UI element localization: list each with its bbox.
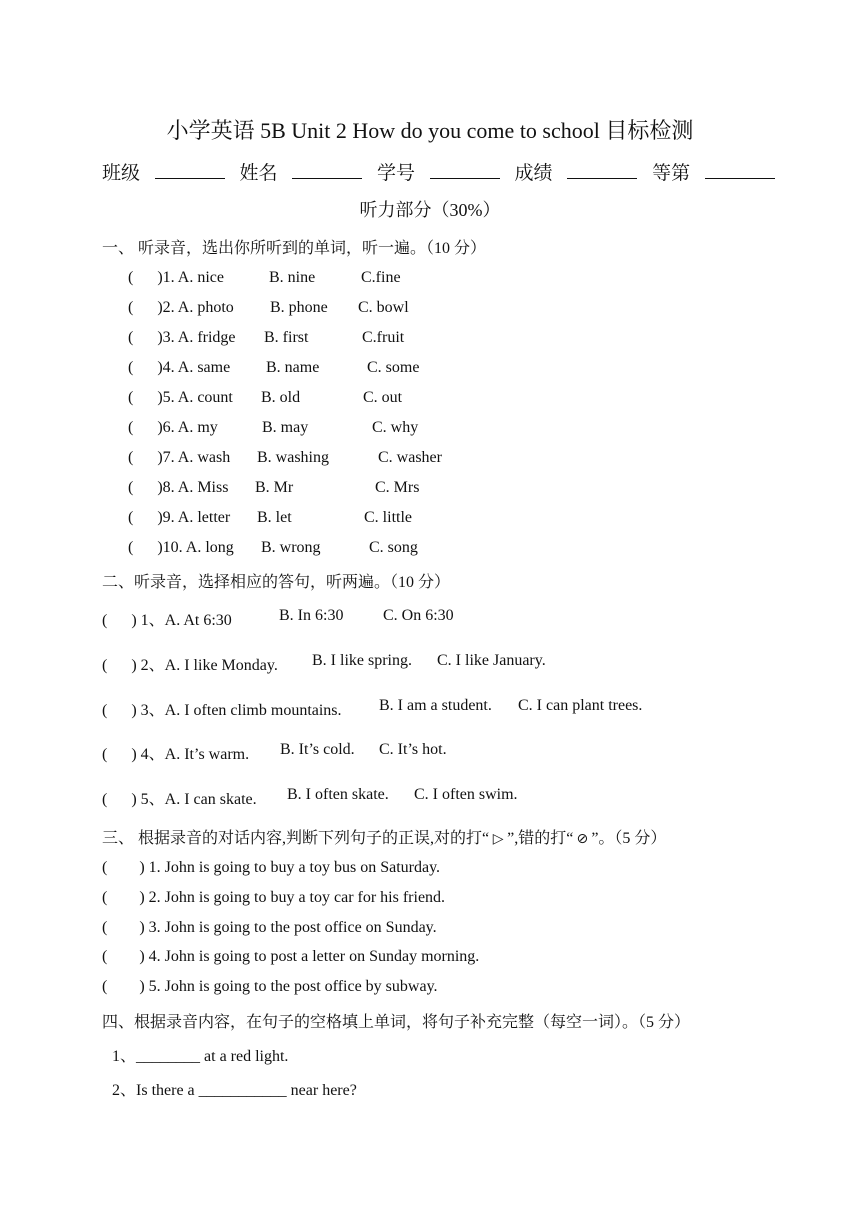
section1-question: [128, 389, 403, 407]
answer-bracket[interactable]: ( ): [102, 889, 145, 906]
option-b: B. In 6:30: [279, 607, 344, 624]
statement-text: 3. John is going to the post office on Sunday.: [148, 919, 437, 936]
option-b: B. wrong: [261, 539, 321, 556]
answer-bracket[interactable]: ( ): [128, 269, 163, 286]
option-a: A. I can skate.: [164, 791, 257, 808]
answer-bracket[interactable]: ( ): [128, 419, 163, 436]
question-number: 3、: [140, 702, 165, 719]
answer-bracket[interactable]: ( ): [102, 657, 137, 674]
section4-sentence: [112, 1043, 288, 1066]
section3-statement: [102, 919, 437, 937]
section1-question: [128, 359, 420, 377]
section2-question: [102, 607, 454, 630]
option-c: C. Mrs: [375, 479, 420, 496]
section2-question: [102, 697, 643, 720]
section3-statement: [102, 859, 440, 877]
student-number-label: 学号: [377, 163, 416, 184]
cross-mark-icon: ⊘: [576, 831, 589, 847]
section1-question: [128, 329, 405, 347]
option-a: 2. A. photo: [162, 299, 234, 316]
section3-heading-text-mid: ”,错的打“: [507, 830, 574, 847]
question-number: 1、: [112, 1048, 137, 1065]
option-a: 4. A. same: [162, 359, 231, 376]
section2-question: [102, 786, 518, 809]
option-a: 1. A. nice: [162, 269, 224, 286]
option-c: C. It’s hot.: [379, 741, 447, 758]
student-number-blank[interactable]: [430, 162, 500, 179]
listening-section-heading: 听力部分（30%）: [359, 200, 501, 220]
option-b: B. nine: [269, 269, 316, 286]
section4-sentence: [112, 1077, 357, 1100]
section2-question: [102, 652, 546, 675]
score-label: 成绩: [514, 163, 553, 184]
worksheet-title: 小学英语 5B Unit 2 How do you come to school 目标检测: [166, 118, 694, 143]
grade-blank[interactable]: [705, 162, 775, 179]
section1-heading: 一、 听录音，选出你所听到的单词，听一遍。（10 分）: [102, 240, 487, 257]
option-c: C. some: [367, 359, 420, 376]
question-number: 4、: [140, 746, 165, 763]
section3-statement: [102, 889, 445, 907]
answer-bracket[interactable]: ( ): [128, 479, 163, 496]
statement-text: 5. John is going to the post office by subway.: [148, 978, 438, 995]
section3-heading-text-end: ”。（5 分）: [591, 830, 667, 847]
answer-bracket[interactable]: ( ): [128, 449, 163, 466]
fill-in-blank[interactable]: ___________: [198, 1082, 287, 1099]
option-c: C. I can plant trees.: [518, 697, 643, 714]
option-b: B. It’s cold.: [280, 741, 355, 758]
answer-bracket[interactable]: ( ): [102, 746, 137, 763]
option-b: B. may: [262, 419, 309, 436]
option-b: B. washing: [257, 449, 329, 466]
answer-bracket[interactable]: ( ): [128, 509, 163, 526]
statement-text: 4. John is going to post a letter on Sunday morning.: [148, 948, 480, 965]
option-c: C. I often swim.: [414, 786, 518, 803]
answer-bracket[interactable]: ( ): [102, 702, 137, 719]
student-info-line: [102, 158, 775, 185]
option-a: 3. A. fridge: [162, 329, 236, 346]
answer-bracket[interactable]: ( ): [128, 359, 163, 376]
option-a: 7. A. wash: [162, 449, 231, 466]
option-a: 6. A. my: [162, 419, 218, 436]
option-b: B. Mr: [255, 479, 294, 496]
answer-bracket[interactable]: ( ): [102, 859, 145, 876]
section2-question: [102, 741, 447, 764]
check-mark-icon: ▷: [492, 831, 504, 847]
option-b: B. I like spring.: [312, 652, 412, 669]
option-b: B. let: [257, 509, 292, 526]
option-c: C. little: [364, 509, 412, 526]
section3-heading: [102, 825, 666, 848]
name-label: 姓名: [239, 163, 278, 184]
section1-question: [128, 299, 409, 317]
section1-question: [128, 509, 412, 527]
option-c: C. why: [372, 419, 419, 436]
option-a: 9. A. letter: [162, 509, 231, 526]
option-a: A. I like Monday.: [164, 657, 278, 674]
question-number: 2、: [112, 1082, 137, 1099]
answer-bracket[interactable]: ( ): [102, 978, 145, 995]
option-a: A. At 6:30: [164, 612, 232, 629]
option-b: B. first: [264, 329, 309, 346]
option-c: C. I like January.: [437, 652, 546, 669]
answer-bracket[interactable]: ( ): [102, 791, 137, 808]
section2-heading: 二、听录音，选择相应的答句，听两遍。（10 分）: [102, 574, 451, 591]
statement-text: 1. John is going to buy a toy bus on Saturday.: [148, 859, 441, 876]
option-c: C. out: [363, 389, 403, 406]
answer-bracket[interactable]: ( ): [128, 299, 163, 316]
grade-label: 等第: [652, 163, 691, 184]
section4-heading: 四、根据录音内容，在句子的空格填上单词，将句子补充完整（每空一词）。（5 分）: [102, 1014, 691, 1031]
option-c: C. On 6:30: [383, 607, 454, 624]
question-number: 1、: [140, 612, 165, 629]
section1-question: [128, 269, 401, 287]
answer-bracket[interactable]: ( ): [102, 612, 137, 629]
option-a: 8. A. Miss: [162, 479, 229, 496]
answer-bracket[interactable]: ( ): [102, 948, 145, 965]
sentence-text-end: near here?: [286, 1082, 357, 1099]
class-blank[interactable]: [155, 162, 225, 179]
option-c: C. song: [369, 539, 418, 556]
option-c: C.fine: [361, 269, 401, 286]
option-a: 5. A. count: [162, 389, 233, 406]
sentence-text: Is there a: [136, 1082, 199, 1099]
class-label: 班级: [102, 163, 141, 184]
option-a: 10. A. long: [162, 539, 234, 556]
statement-text: 2. John is going to buy a toy car for his friend.: [148, 889, 446, 906]
option-b: B. I often skate.: [287, 786, 389, 803]
option-b: B. old: [261, 389, 301, 406]
name-blank[interactable]: [292, 162, 362, 179]
section3-heading-text: 三、 根据录音的对话内容,判断下列句子的正误,对的打“: [102, 830, 490, 847]
option-a: A. I often climb mountains.: [164, 702, 342, 719]
answer-bracket[interactable]: ( ): [102, 919, 145, 936]
section3-statement: [102, 948, 479, 966]
option-b: B. I am a student.: [379, 697, 492, 714]
sentence-text: at a red light.: [200, 1048, 289, 1065]
question-number: 5、: [140, 791, 165, 808]
option-c: C. washer: [378, 449, 442, 466]
section1-question: [128, 539, 418, 557]
section1-question: [128, 479, 420, 497]
option-b: B. phone: [270, 299, 328, 316]
option-a: A. It’s warm.: [164, 746, 250, 763]
option-b: B. name: [266, 359, 320, 376]
score-blank[interactable]: [567, 162, 637, 179]
answer-bracket[interactable]: ( ): [128, 329, 163, 346]
section1-question: [128, 449, 442, 467]
question-number: 2、: [140, 657, 165, 674]
section1-question: [128, 419, 419, 437]
fill-in-blank[interactable]: ________: [136, 1048, 201, 1065]
section3-statement: [102, 978, 438, 996]
option-c: C.fruit: [362, 329, 405, 346]
answer-bracket[interactable]: ( ): [128, 539, 163, 556]
answer-bracket[interactable]: ( ): [128, 389, 163, 406]
option-c: C. bowl: [358, 299, 409, 316]
